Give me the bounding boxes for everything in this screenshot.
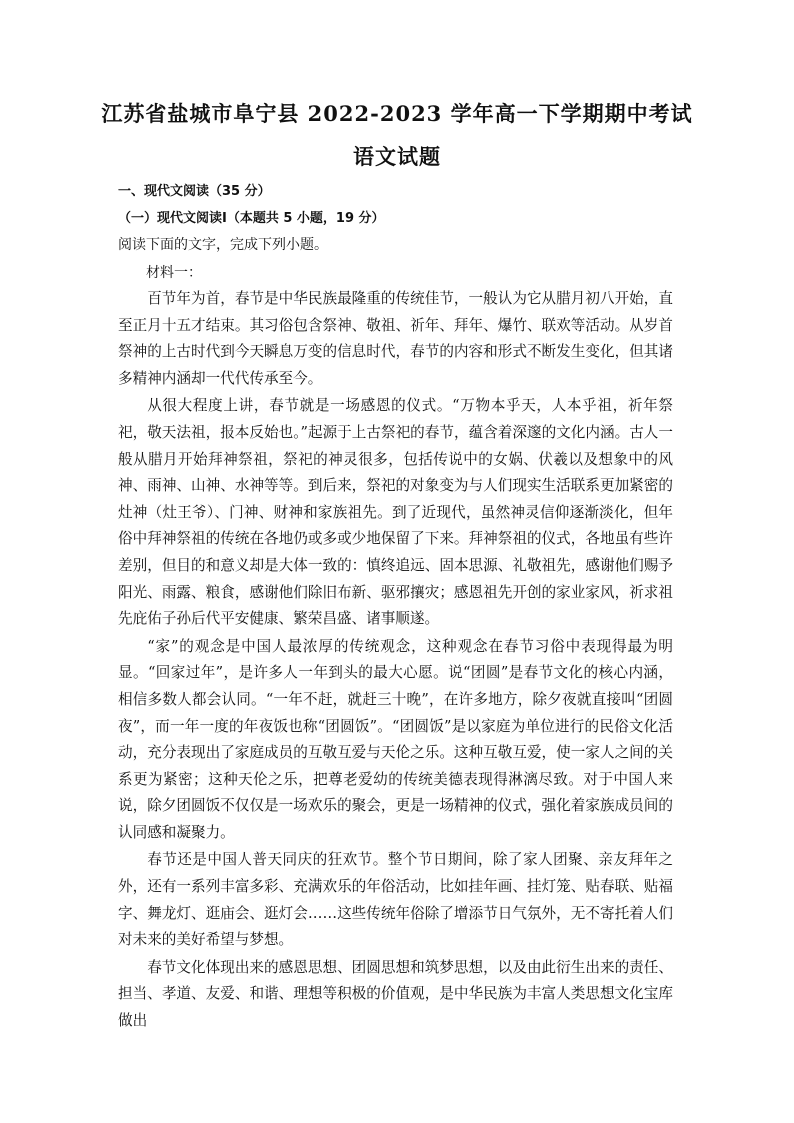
paragraph: 从很大程度上讲，春节就是一场感恩的仪式。“万物本乎天，人本乎祖，祈年祭祀，敬天法祖，报本反始也。”起源于上古祭祀的春节，蕴含着深邃的文化内涵。古人一般从腊月开始拜神祭祖，祭祀的神灵很多，包括传说中的女娲、伏羲以及想象中的风神、雨神、山神、水神等等。到后来，祭祀的对象变为与人们现实生活联系更加紧密的灶神（灶王爷）、门神、财神和家族祖先。到了近现代，虽然神灵信仰逐渐淡化，但年俗中拜神祭祖的传统在各地仍或多或少地保留了下来。拜神祭祖的仪式，各地虽有些许差别，但目的和意义却是大体一致的：慎终追远、固本思源、礼敬祖先，感谢他们赐予阳光、雨露、粮食，感谢他们除旧布新、驱邪攘灾；感恩祖先开创的家业家风，祈求祖先庇佑子孙后代平安健康、繁荣昌盛、诸事顺遂。 <box>118 397 673 628</box>
material-label: 材料一： <box>146 265 202 281</box>
paragraph: 百节年为首，春节是中华民族最隆重的传统佳节，一般认为它从腊月初八开始，直至正月十五才结束。其习俗包含祭神、敬祖、祈年、拜年、爆竹、联欢等活动。从岁首祭神的上古时代到今天瞬息万变的信息时代，春节的内容和形式不断发生变化，但其诸多精神内涵却一代代传承至今。 <box>118 290 673 387</box>
section-heading: 一、现代文阅读（35 分） <box>118 184 271 199</box>
document-title: 江苏省盐城市阜宁县 2022-2023 学年高一下学期期中考试 <box>101 101 693 126</box>
article-body <box>118 286 673 1035</box>
document-subtitle: 语文试题 <box>353 144 441 169</box>
paragraph: “家”的观念是中国人最浓厚的传统观念，这种观念在春节习俗中表现得最为明显。“回家过年”，是许多人一年到头的最大心愿。说“团圆”是春节文化的核心内涵，相信多数人都会认同。“一年不赶，就赶三十晚”，在许多地方，除夕夜就直接叫“团圆夜”，而一年一度的年夜饭也称“团圆饭”。“团圆饭”是以家庭为单位进行的民俗文化活动，充分表现出了家庭成员的互敬互爱与天伦之乐。这种互敬互爱，使一家人之间的关系更为紧密；这种天伦之乐，把尊老爱幼的传统美德表现得淋漓尽致。对于中国人来说，除夕团圆饭不仅仅是一场欢乐的聚会，更是一场精神的仪式，强化着家族成员间的认同感和凝聚力。 <box>118 637 673 841</box>
paragraph: 春节文化体现出来的感恩思想、团圆思想和筑梦思想，以及由此衍生出来的责任、担当、孝道、友爱、和谐、理想等积极的价值观，是中华民族为丰富人类思想文化宝库做出 <box>118 958 673 1030</box>
subsection-heading: （一）现代文阅读Ⅰ（本题共 5 小题，19 分） <box>118 211 385 226</box>
paragraph: 春节还是中国人普天同庆的狂欢节。整个节日期间，除了家人团聚、亲友拜年之外，还有一系列丰富多彩、充满欢乐的年俗活动，比如挂年画、挂灯笼、贴春联、贴福字、舞龙灯、逛庙会、逛灯会……这些传统年俗除了增添节日气氛外，无不寄托着人们对未来的美好希望与梦想。 <box>118 851 673 949</box>
reading-instruction: 阅读下面的文字，完成下列小题。 <box>118 237 328 253</box>
